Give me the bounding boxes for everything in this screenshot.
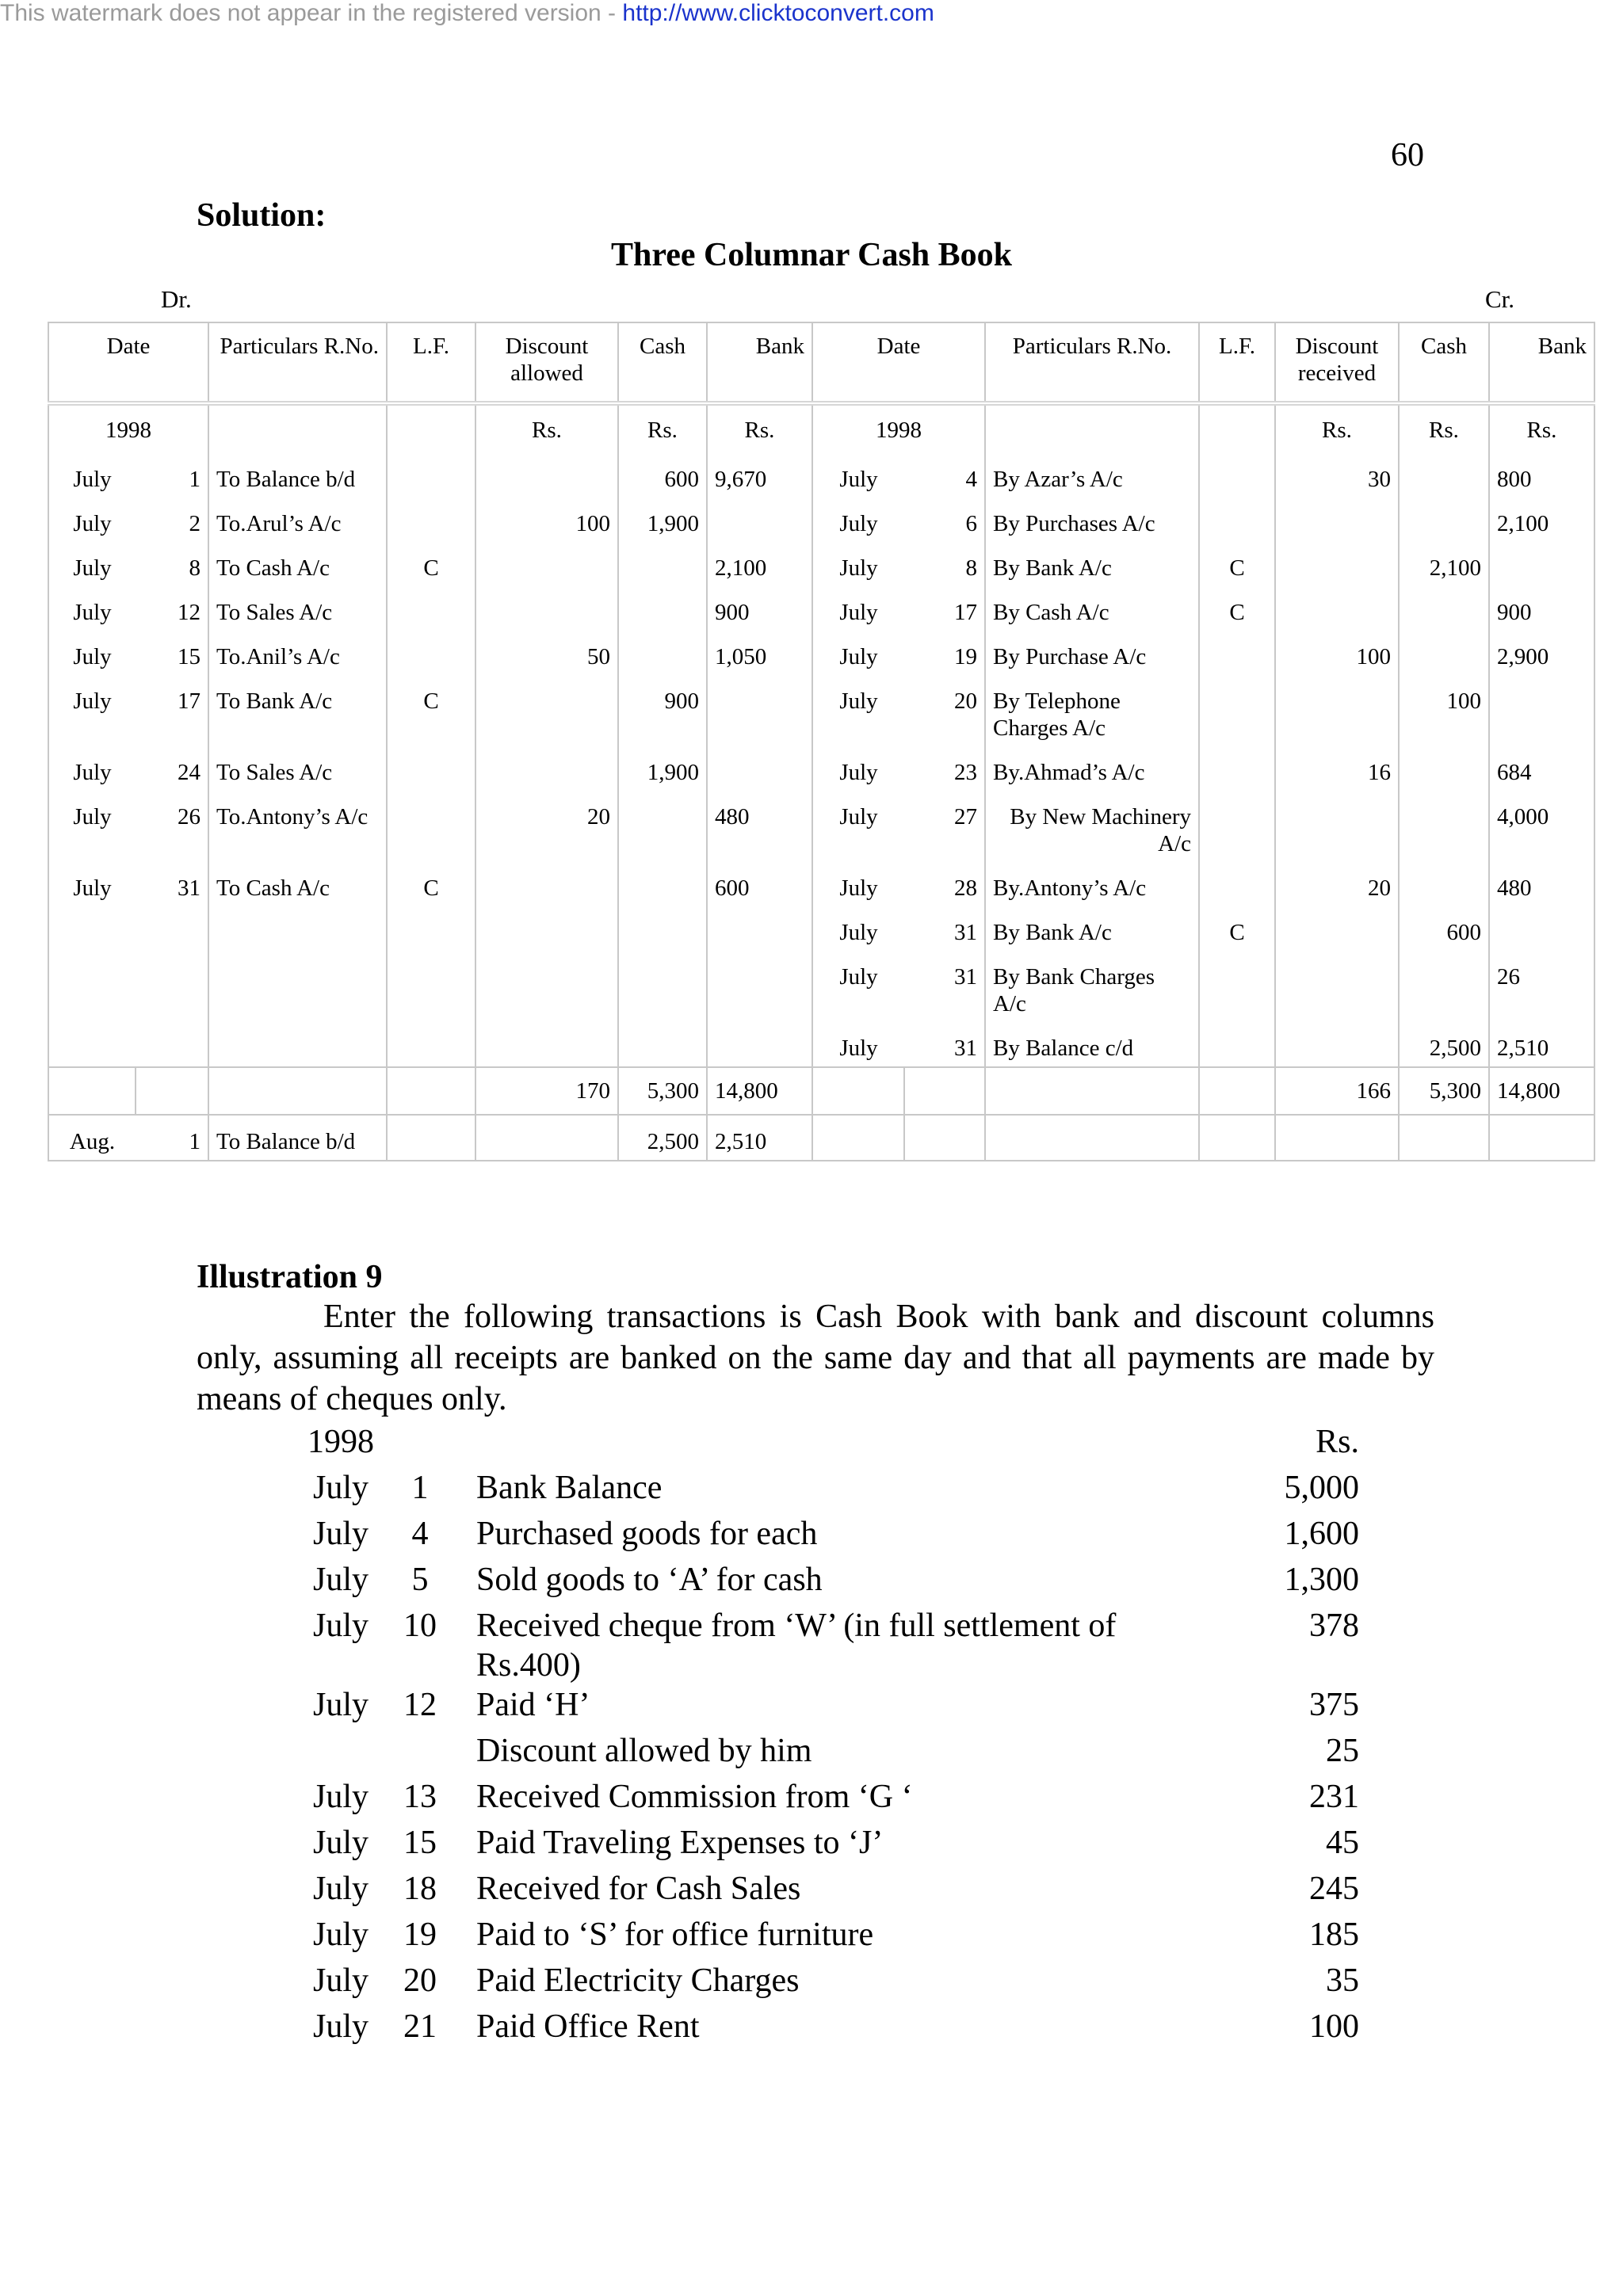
cash-book-row	[48, 951, 1594, 1022]
cr-bank: 2,900	[1489, 631, 1594, 675]
transaction-description: Discount allowed by him	[476, 1733, 812, 1769]
solution-heading: Solution:	[197, 197, 327, 234]
dr-year: 1998	[48, 403, 208, 453]
dr-month: July	[48, 862, 136, 906]
page-number: 60	[1391, 137, 1424, 174]
dr-month: July	[48, 498, 136, 542]
transaction-month: July	[312, 1470, 369, 1506]
cr-lf	[1199, 453, 1275, 498]
cr-particulars: By Bank A/c	[985, 906, 1199, 951]
dr-bank	[707, 675, 812, 746]
dr-label: Dr.	[161, 285, 192, 313]
transaction-description: Sold goods to ‘A’ for cash	[476, 1562, 823, 1598]
dr-day	[136, 1022, 208, 1067]
transaction-day: 18	[403, 1871, 437, 1907]
cash-book-table	[48, 322, 1595, 1161]
transaction-day	[384, 1731, 456, 1777]
transaction-amount: 245	[1309, 1871, 1359, 1907]
discount-received-header: Discount received	[1275, 322, 1399, 403]
year-row	[48, 403, 1594, 453]
cr-day: 31	[904, 1022, 985, 1067]
dr-lf	[387, 586, 475, 631]
cr-discount	[1275, 951, 1399, 1022]
cr-bank	[1489, 542, 1594, 586]
cr-bank: 2,510	[1489, 1022, 1594, 1067]
cr-discount	[1275, 586, 1399, 631]
cr-month: July	[812, 631, 904, 675]
transaction-item	[297, 1560, 1359, 1606]
dr-particulars: To.Anil’s A/c	[208, 631, 387, 675]
cr-day: 8	[904, 542, 985, 586]
dr-cash-rs: Rs.	[618, 403, 707, 453]
transaction-item	[297, 1514, 1359, 1560]
dr-discount	[475, 951, 618, 1022]
transactions-header-row	[297, 1422, 1359, 1468]
cr-cash: 2,500	[1399, 1022, 1489, 1067]
transaction-description: Received for Cash Sales	[476, 1871, 801, 1907]
transaction-description: Paid to ‘S’ for office furniture	[476, 1917, 874, 1953]
transaction-item	[297, 1468, 1359, 1514]
cr-day: 6	[904, 498, 985, 542]
cr-month: July	[812, 1022, 904, 1067]
transaction-day: 12	[403, 1687, 437, 1723]
dr-particulars	[208, 951, 387, 1022]
cr-month: July	[812, 675, 904, 746]
cr-lf-header: L.F.	[1199, 322, 1275, 403]
cr-cash-rs: Rs.	[1399, 403, 1489, 453]
cr-month: July	[812, 498, 904, 542]
dr-cash: 600	[618, 453, 707, 498]
cr-day: 31	[904, 906, 985, 951]
cr-discount	[1275, 675, 1399, 746]
transaction-amount: 231	[1309, 1779, 1359, 1815]
cr-bank: 4,000	[1489, 791, 1594, 862]
transaction-month	[297, 1731, 384, 1777]
cash-book-row	[48, 906, 1594, 951]
cr-month: July	[812, 746, 904, 791]
transaction-item	[297, 1777, 1359, 1823]
dr-particulars: To Cash A/c	[208, 542, 387, 586]
cr-lf: C	[1199, 906, 1275, 951]
cr-discount	[1275, 1022, 1399, 1067]
dr-discount	[475, 1022, 618, 1067]
transaction-day: 1	[411, 1470, 429, 1506]
transaction-description: Purchased goods for each	[476, 1516, 818, 1552]
dr-lf-header: L.F.	[387, 322, 475, 403]
transaction-amount: 45	[1326, 1825, 1359, 1861]
transaction-description: Paid Electricity Charges	[476, 1962, 800, 1999]
cr-lf	[1199, 862, 1275, 906]
transaction-month: July	[312, 1962, 369, 1999]
dr-particulars: To.Antony’s A/c	[208, 791, 387, 862]
cr-day: 31	[904, 951, 985, 1022]
dr-cash	[618, 631, 707, 675]
watermark-link[interactable]: http://www.clicktoconvert.com	[622, 0, 934, 26]
cash-book-row	[48, 498, 1594, 542]
transactions-rs: Rs.	[1316, 1424, 1359, 1460]
cr-particulars: By Balance c/d	[985, 1022, 1199, 1067]
dr-discount-total: 170	[475, 1067, 618, 1115]
cr-cash	[1399, 951, 1489, 1022]
cr-particulars: By Purchase A/c	[985, 631, 1199, 675]
dr-particulars: To Sales A/c	[208, 746, 387, 791]
cash-book-row	[48, 542, 1594, 586]
cr-particulars: By Bank A/c	[985, 542, 1199, 586]
transaction-month: July	[312, 2008, 369, 2045]
cr-cash-total: 5,300	[1399, 1067, 1489, 1115]
cr-lf: C	[1199, 542, 1275, 586]
cr-cash: 600	[1399, 906, 1489, 951]
dr-bank: 2,100	[707, 542, 812, 586]
dr-discount	[475, 542, 618, 586]
dr-bank	[707, 951, 812, 1022]
dr-particulars	[208, 906, 387, 951]
watermark	[0, 0, 934, 27]
cr-day: 19	[904, 631, 985, 675]
cr-particulars: By Telephone Charges A/c	[985, 675, 1199, 746]
cr-particulars: By Purchases A/c	[985, 498, 1199, 542]
transactions-list	[297, 1422, 1359, 2053]
dr-bank: 1,050	[707, 631, 812, 675]
transaction-item	[297, 1915, 1359, 1961]
cr-day: 27	[904, 791, 985, 862]
transaction-amount: 5,000	[1284, 1470, 1359, 1506]
transaction-month: July	[312, 1562, 369, 1598]
dr-lf: C	[387, 675, 475, 746]
dr-cash: 900	[618, 675, 707, 746]
dr-day: 26	[136, 791, 208, 862]
dr-lf	[387, 453, 475, 498]
illustration-text: Enter the following transactions is Cash Book with bank and discount columns only, assuming all receipts are banked on the same day and that all payments are made by means of cheques only.	[197, 1299, 1434, 1417]
cr-bank-rs: Rs.	[1489, 403, 1594, 453]
transaction-item	[297, 2007, 1359, 2053]
cr-day: 23	[904, 746, 985, 791]
aug-cash: 2,500	[618, 1115, 707, 1161]
cr-day: 28	[904, 862, 985, 906]
cr-lf	[1199, 675, 1275, 746]
dr-discount: 100	[475, 498, 618, 542]
cr-day: 4	[904, 453, 985, 498]
dr-discount: 20	[475, 791, 618, 862]
totals-row	[48, 1067, 1594, 1115]
cr-month: July	[812, 542, 904, 586]
transaction-description: Bank Balance	[476, 1470, 663, 1506]
transaction-item	[297, 1823, 1359, 1869]
cr-bank: 900	[1489, 586, 1594, 631]
dr-bank: 480	[707, 791, 812, 862]
cr-particulars-header: Particulars R.No.	[985, 322, 1199, 403]
cash-book-row	[48, 631, 1594, 675]
dr-lf	[387, 498, 475, 542]
aug-bank: 2,510	[707, 1115, 812, 1161]
transaction-item	[297, 1685, 1359, 1731]
cr-month: July	[812, 791, 904, 862]
cr-discount: 100	[1275, 631, 1399, 675]
cr-bank: 800	[1489, 453, 1594, 498]
cr-cash	[1399, 746, 1489, 791]
cr-lf	[1199, 951, 1275, 1022]
transaction-amount: 378	[1309, 1608, 1359, 1644]
cr-discount: 30	[1275, 453, 1399, 498]
dr-particulars: To Sales A/c	[208, 586, 387, 631]
header-row	[48, 322, 1594, 403]
aug-month: Aug.	[48, 1115, 136, 1161]
dr-cash: 1,900	[618, 498, 707, 542]
cr-bank: 684	[1489, 746, 1594, 791]
dr-bank: 9,670	[707, 453, 812, 498]
cr-discount	[1275, 498, 1399, 542]
transaction-description: Received cheque from ‘W’ (in full settlement of Rs.400)	[476, 1608, 1117, 1684]
cash-book-title: Three Columnar Cash Book	[610, 237, 1013, 273]
dr-particulars	[208, 1022, 387, 1067]
cr-bank-total: 14,800	[1489, 1067, 1594, 1115]
transaction-month: July	[312, 1516, 369, 1552]
cr-cash	[1399, 631, 1489, 675]
transaction-day: 20	[403, 1962, 437, 1999]
transaction-month: July	[312, 1687, 369, 1723]
dr-discount	[475, 453, 618, 498]
dr-day: 17	[136, 675, 208, 746]
cr-particulars: By.Antony’s A/c	[985, 862, 1199, 906]
cr-month: July	[812, 586, 904, 631]
transaction-description: Paid ‘H’	[476, 1687, 590, 1723]
dr-bank	[707, 1022, 812, 1067]
dr-cash	[618, 586, 707, 631]
cr-date-header: Date	[812, 322, 985, 403]
cr-discount-total: 166	[1275, 1067, 1399, 1115]
cr-cash: 2,100	[1399, 542, 1489, 586]
dr-day: 15	[136, 631, 208, 675]
dr-lf	[387, 746, 475, 791]
transaction-item	[297, 1606, 1359, 1685]
dr-month: July	[48, 586, 136, 631]
cash-book-row	[48, 453, 1594, 498]
cr-day: 17	[904, 586, 985, 631]
cr-month: July	[812, 951, 904, 1022]
transaction-amount: 1,300	[1284, 1562, 1359, 1598]
cash-book-row	[48, 675, 1594, 746]
transaction-day: 4	[411, 1516, 429, 1552]
dr-discount	[475, 862, 618, 906]
cr-lf	[1199, 746, 1275, 791]
transaction-month: July	[312, 1608, 369, 1644]
transaction-amount: 100	[1309, 2008, 1359, 2045]
cr-cash: 100	[1399, 675, 1489, 746]
dr-month	[48, 906, 136, 951]
dr-discount: 50	[475, 631, 618, 675]
aug-day: 1	[136, 1115, 208, 1161]
dr-month: July	[48, 631, 136, 675]
dr-cash-total: 5,300	[618, 1067, 707, 1115]
aug-balance-row	[48, 1115, 1594, 1161]
transaction-month: July	[312, 1779, 369, 1815]
transaction-amount: 185	[1309, 1917, 1359, 1953]
discount-allowed-header: Discount allowed	[475, 322, 618, 403]
dr-cash	[618, 791, 707, 862]
cr-cash	[1399, 862, 1489, 906]
cr-bank	[1489, 675, 1594, 746]
dr-month: July	[48, 542, 136, 586]
illustration-title: Illustration 9	[197, 1259, 383, 1295]
dr-cash-header: Cash	[618, 322, 707, 403]
dr-day	[136, 951, 208, 1022]
dr-bank-total: 14,800	[707, 1067, 812, 1115]
cr-discount	[1275, 542, 1399, 586]
cr-cash-header: Cash	[1399, 322, 1489, 403]
aug-particulars: To Balance b/d	[208, 1115, 387, 1161]
cr-bank: 480	[1489, 862, 1594, 906]
dr-lf	[387, 951, 475, 1022]
transaction-item	[297, 1731, 1359, 1777]
dr-discount	[475, 675, 618, 746]
dr-lf	[387, 791, 475, 862]
cr-discount: 20	[1275, 862, 1399, 906]
transaction-month: July	[312, 1825, 369, 1861]
transaction-day: 5	[411, 1562, 429, 1598]
cash-book-row	[48, 1022, 1594, 1067]
dr-cash	[618, 906, 707, 951]
dr-lf: C	[387, 862, 475, 906]
cash-book-row	[48, 746, 1594, 791]
dr-bank: 900	[707, 586, 812, 631]
cr-bank: 26	[1489, 951, 1594, 1022]
cr-cash	[1399, 791, 1489, 862]
dr-cash	[618, 951, 707, 1022]
dr-lf	[387, 1022, 475, 1067]
dr-discount-rs: Rs.	[475, 403, 618, 453]
dr-bank: 600	[707, 862, 812, 906]
dr-month: July	[48, 675, 136, 746]
dr-cash	[618, 862, 707, 906]
transaction-amount: 25	[1326, 1733, 1359, 1769]
transaction-day: 21	[403, 2008, 437, 2045]
cr-cash	[1399, 586, 1489, 631]
transaction-day: 13	[403, 1779, 437, 1815]
dr-cash: 1,900	[618, 746, 707, 791]
dr-month: July	[48, 791, 136, 862]
transaction-month: July	[312, 1917, 369, 1953]
dr-discount	[475, 746, 618, 791]
transaction-description: Paid Traveling Expenses to ‘J’	[476, 1825, 884, 1861]
cash-book-row	[48, 862, 1594, 906]
cr-lf	[1199, 1022, 1275, 1067]
cr-month: July	[812, 453, 904, 498]
cr-bank-header: Bank	[1489, 322, 1594, 403]
cr-bank	[1489, 906, 1594, 951]
cr-label: Cr.	[1485, 285, 1515, 313]
dr-day: 24	[136, 746, 208, 791]
transaction-day: 15	[403, 1825, 437, 1861]
dr-bank-header: Bank	[707, 322, 812, 403]
cr-lf	[1199, 498, 1275, 542]
cr-discount	[1275, 791, 1399, 862]
transaction-description: Paid Office Rent	[476, 2008, 700, 2045]
cash-book-row	[48, 791, 1594, 862]
dr-lf: C	[387, 542, 475, 586]
dr-month	[48, 951, 136, 1022]
dr-particulars: To Cash A/c	[208, 862, 387, 906]
cr-particulars: By Azar’s A/c	[985, 453, 1199, 498]
dr-day: 31	[136, 862, 208, 906]
dr-discount	[475, 586, 618, 631]
cr-lf: C	[1199, 586, 1275, 631]
transaction-item	[297, 1869, 1359, 1915]
transaction-amount: 375	[1309, 1687, 1359, 1723]
dr-date-header: Date	[48, 322, 208, 403]
dr-month: July	[48, 746, 136, 791]
transaction-description: Received Commission from ‘G ‘	[476, 1779, 913, 1815]
cr-cash	[1399, 453, 1489, 498]
cr-month: July	[812, 906, 904, 951]
dr-bank	[707, 746, 812, 791]
cr-lf	[1199, 631, 1275, 675]
dr-cash	[618, 1022, 707, 1067]
cr-year: 1998	[812, 403, 985, 453]
dr-bank	[707, 906, 812, 951]
dr-day: 2	[136, 498, 208, 542]
dr-day: 12	[136, 586, 208, 631]
cr-cash	[1399, 498, 1489, 542]
watermark-text: This watermark does not appear in the registered version -	[0, 0, 623, 26]
dr-day	[136, 906, 208, 951]
dr-month	[48, 1022, 136, 1067]
cr-lf	[1199, 791, 1275, 862]
transactions-year: 1998	[307, 1424, 374, 1460]
dr-day: 8	[136, 542, 208, 586]
cr-particulars: By Bank Charges A/c	[985, 951, 1199, 1022]
cash-book-row	[48, 586, 1594, 631]
dr-month: July	[48, 453, 136, 498]
transaction-day: 19	[403, 1917, 437, 1953]
cr-month: July	[812, 862, 904, 906]
dr-bank-rs: Rs.	[707, 403, 812, 453]
transaction-item	[297, 1961, 1359, 2007]
transaction-amount: 1,600	[1284, 1516, 1359, 1552]
dr-cash	[618, 542, 707, 586]
dr-particulars-header: Particulars R.No.	[208, 322, 387, 403]
dr-lf	[387, 631, 475, 675]
transaction-amount: 35	[1326, 1962, 1359, 1999]
dr-day: 1	[136, 453, 208, 498]
dr-discount	[475, 906, 618, 951]
dr-particulars: To.Arul’s A/c	[208, 498, 387, 542]
cr-discount-rs: Rs.	[1275, 403, 1399, 453]
cr-particulars: By New Machinery A/c	[985, 791, 1199, 862]
dr-particulars: To Bank A/c	[208, 675, 387, 746]
dr-particulars: To Balance b/d	[208, 453, 387, 498]
cr-bank: 2,100	[1489, 498, 1594, 542]
cr-particulars: By Cash A/c	[985, 586, 1199, 631]
transaction-day: 10	[403, 1608, 437, 1644]
cr-day: 20	[904, 675, 985, 746]
dr-bank	[707, 498, 812, 542]
cr-particulars: By.Ahmad’s A/c	[985, 746, 1199, 791]
cr-discount: 16	[1275, 746, 1399, 791]
dr-lf	[387, 906, 475, 951]
cr-discount	[1275, 906, 1399, 951]
transaction-month: July	[312, 1871, 369, 1907]
